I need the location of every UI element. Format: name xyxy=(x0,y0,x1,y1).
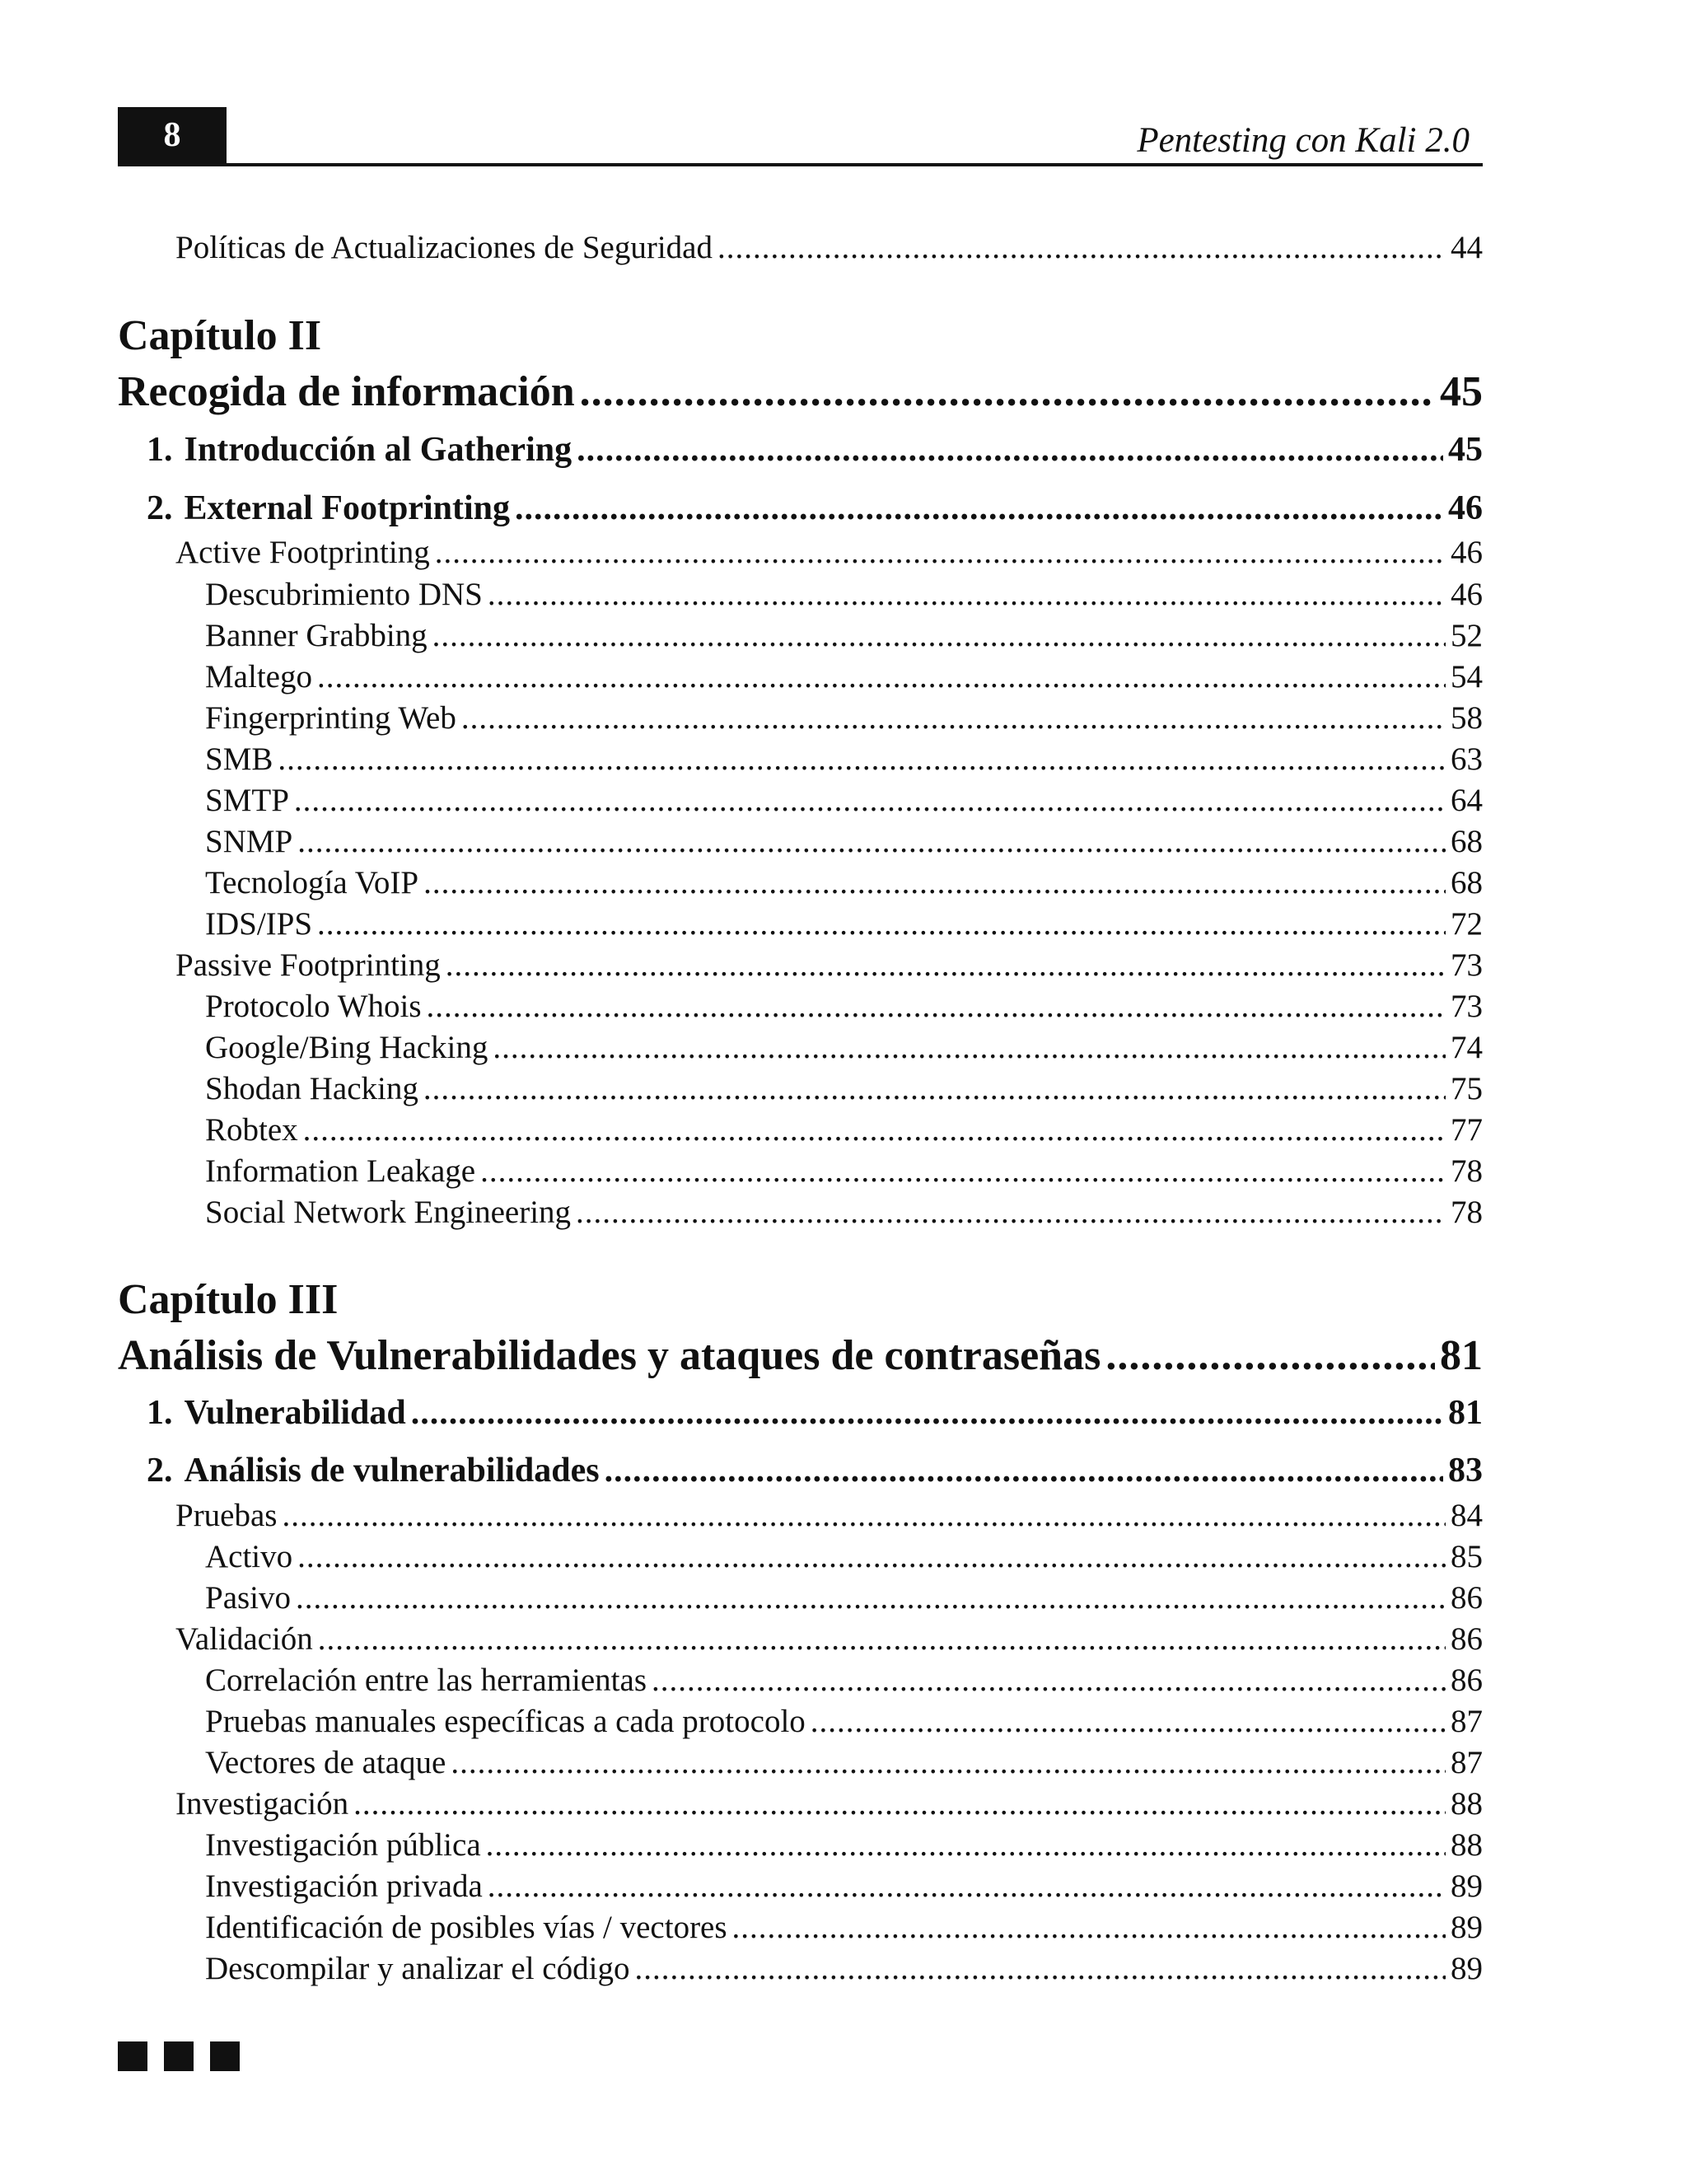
chapter-heading: Capítulo II xyxy=(118,312,322,359)
book-title: Pentesting con Kali 2.0 xyxy=(1137,121,1470,160)
toc-entry-page: 64 xyxy=(1451,783,1483,818)
toc-entry-label: Fingerprinting Web xyxy=(205,700,456,736)
toc-entry-page: 88 xyxy=(1451,1786,1483,1822)
toc-entry-label: Banner Grabbing xyxy=(205,618,428,653)
toc-entry[interactable] xyxy=(205,1826,1483,1864)
toc-entry[interactable] xyxy=(205,1579,1483,1616)
section-page: 83 xyxy=(1448,1452,1483,1490)
toc-entry-label: Pruebas manuales específicas a cada protocolo xyxy=(205,1704,806,1739)
chapter-title: Análisis de Vulnerabilidades y ataques de contraseñas xyxy=(118,1332,1101,1379)
footer-marks xyxy=(118,2041,240,2071)
toc-entry-page: 52 xyxy=(1451,618,1483,653)
toc-entry-page: 73 xyxy=(1451,947,1483,983)
page-header xyxy=(118,107,1483,166)
toc-entry-page: 89 xyxy=(1451,1910,1483,1945)
dot-leader xyxy=(432,617,1446,654)
toc-entry-page: 88 xyxy=(1451,1827,1483,1863)
chapter-page: 45 xyxy=(1440,368,1483,415)
dot-leader xyxy=(732,1909,1446,1946)
dot-leader xyxy=(297,823,1446,860)
dot-leader xyxy=(576,1194,1446,1231)
footer-square-icon xyxy=(164,2041,194,2071)
toc-entry-page: 44 xyxy=(1451,230,1483,265)
section-entry[interactable] xyxy=(147,1393,1483,1433)
toc-entry[interactable] xyxy=(175,1497,1483,1534)
toc-entry-page: 77 xyxy=(1451,1112,1483,1148)
toc-entry-page: 86 xyxy=(1451,1621,1483,1657)
toc-entry[interactable] xyxy=(175,229,1483,266)
toc-entry-label: SMTP xyxy=(205,783,289,818)
toc-entry-label: Activo xyxy=(205,1539,293,1574)
toc-entry-label: Information Leakage xyxy=(205,1153,476,1189)
section-entry[interactable] xyxy=(147,1451,1483,1490)
toc-entry[interactable] xyxy=(205,1070,1483,1107)
toc-entry-page: 54 xyxy=(1451,659,1483,694)
section-label: External Footprinting xyxy=(184,489,510,527)
dot-leader xyxy=(488,1868,1446,1905)
toc-entry[interactable] xyxy=(205,823,1483,860)
toc-entry-page: 87 xyxy=(1451,1745,1483,1780)
toc-entry-label: IDS/IPS xyxy=(205,906,313,942)
chapter-title: Recogida de información xyxy=(118,368,575,415)
toc-entry[interactable] xyxy=(175,947,1483,984)
dot-leader xyxy=(1105,1331,1435,1380)
toc-entry-label: Tecnología VoIP xyxy=(205,865,419,900)
dot-leader xyxy=(318,1620,1446,1658)
toc-entry[interactable] xyxy=(205,1194,1483,1231)
toc-entry-label: Google/Bing Hacking xyxy=(205,1030,488,1065)
dot-leader xyxy=(294,782,1446,819)
section-page: 45 xyxy=(1448,431,1483,469)
toc-entry[interactable] xyxy=(205,988,1483,1025)
dot-leader xyxy=(297,1538,1446,1575)
toc-entry-page: 68 xyxy=(1451,865,1483,900)
section-label: Análisis de vulnerabilidades xyxy=(184,1452,600,1490)
toc-entry[interactable] xyxy=(205,1950,1483,1987)
toc-entry-page: 78 xyxy=(1451,1195,1483,1230)
toc-entry[interactable] xyxy=(205,617,1483,654)
section-label: Vulnerabilidad xyxy=(184,1394,406,1432)
toc-entry-page: 78 xyxy=(1451,1153,1483,1189)
toc-entry-label: Identificación de posibles vías / vectores xyxy=(205,1910,727,1945)
toc-entry[interactable] xyxy=(205,658,1483,695)
dot-leader xyxy=(353,1785,1446,1822)
dot-leader xyxy=(811,1703,1446,1740)
toc-entry[interactable] xyxy=(175,534,1483,571)
toc-entry-label: Descompilar y analizar el código xyxy=(205,1951,630,1986)
section-label: Introducción al Gathering xyxy=(184,431,572,469)
toc-entry-page: 74 xyxy=(1451,1030,1483,1065)
toc-entry-page: 84 xyxy=(1451,1498,1483,1533)
toc-entry-label: Protocolo Whois xyxy=(205,989,422,1024)
dot-leader xyxy=(446,947,1446,984)
footer-square-icon xyxy=(210,2041,240,2071)
toc-entry-label: Pruebas xyxy=(175,1498,278,1533)
chapter-title-entry[interactable] xyxy=(118,367,1483,416)
dot-leader xyxy=(435,534,1446,571)
toc-entry[interactable] xyxy=(205,1029,1483,1066)
toc-entry-label: Passive Footprinting xyxy=(175,947,441,983)
toc-entry[interactable] xyxy=(175,1620,1483,1658)
chapter-heading: Capítulo III xyxy=(118,1276,339,1323)
toc-entry[interactable] xyxy=(205,1703,1483,1740)
toc-entry-page: 86 xyxy=(1451,1580,1483,1616)
dot-leader xyxy=(423,864,1446,901)
toc-entry-page: 87 xyxy=(1451,1704,1483,1739)
toc-entry[interactable] xyxy=(205,1153,1483,1190)
toc-entry-label: Políticas de Actualizaciones de Seguridad xyxy=(175,230,713,265)
toc-entry-label: Social Network Engineering xyxy=(205,1195,572,1230)
toc-entry-label: Correlación entre las herramientas xyxy=(205,1663,647,1698)
dot-leader xyxy=(652,1662,1446,1699)
section-number: 1. xyxy=(147,1394,173,1432)
section-number: 1. xyxy=(147,431,173,469)
dot-leader xyxy=(580,367,1435,416)
toc-entry[interactable] xyxy=(205,741,1483,778)
chapter-page: 81 xyxy=(1440,1332,1483,1379)
dot-leader xyxy=(461,699,1446,737)
toc-entry-label: Robtex xyxy=(205,1112,298,1148)
dot-leader xyxy=(451,1744,1446,1781)
toc-entry-page: 68 xyxy=(1451,824,1483,859)
toc-entry[interactable] xyxy=(205,1744,1483,1781)
toc-entry[interactable] xyxy=(205,576,1483,613)
toc-entry[interactable] xyxy=(205,782,1483,819)
toc-entry[interactable] xyxy=(205,1538,1483,1575)
dot-leader xyxy=(427,988,1446,1025)
toc-entry-page: 72 xyxy=(1451,906,1483,942)
dot-leader xyxy=(282,1497,1446,1534)
toc-entry-page: 46 xyxy=(1451,577,1483,612)
chapter-title-entry[interactable] xyxy=(118,1331,1483,1380)
dot-leader xyxy=(303,1111,1446,1148)
toc-entry[interactable] xyxy=(205,864,1483,901)
toc-entry-label: Investigación xyxy=(175,1786,349,1822)
section-page: 81 xyxy=(1448,1394,1483,1432)
toc-entry[interactable] xyxy=(205,1111,1483,1148)
section-number: 2. xyxy=(147,1452,173,1490)
toc-entry-label: Investigación privada xyxy=(205,1868,483,1904)
toc-entry-page: 89 xyxy=(1451,1951,1483,1986)
toc-entry-label: SNMP xyxy=(205,824,293,859)
dot-leader xyxy=(605,1451,1443,1490)
toc-entry[interactable] xyxy=(205,699,1483,737)
dot-leader xyxy=(278,741,1446,778)
toc-entry[interactable] xyxy=(175,1785,1483,1822)
toc-entry-label: Descubrimiento DNS xyxy=(205,577,483,612)
toc-entry-label: Active Footprinting xyxy=(175,535,430,570)
section-page: 46 xyxy=(1448,489,1483,527)
footer-square-icon xyxy=(118,2041,147,2071)
toc-entry-page: 63 xyxy=(1451,741,1483,777)
dot-leader xyxy=(634,1950,1446,1987)
dot-leader xyxy=(317,905,1446,942)
section-entry[interactable] xyxy=(147,489,1483,528)
toc-entry-label: Shodan Hacking xyxy=(205,1071,418,1106)
dot-leader xyxy=(488,576,1446,613)
toc-entry-page: 89 xyxy=(1451,1868,1483,1904)
toc-entry-page: 86 xyxy=(1451,1663,1483,1698)
dot-leader xyxy=(296,1579,1446,1616)
dot-leader xyxy=(486,1826,1446,1864)
section-number: 2. xyxy=(147,489,173,527)
page-number: 8 xyxy=(118,107,227,163)
toc-entry-label: Investigación pública xyxy=(205,1827,481,1863)
toc-entry-label: Validación xyxy=(175,1621,313,1657)
toc-entry-page: 58 xyxy=(1451,700,1483,736)
toc-entry[interactable] xyxy=(205,905,1483,942)
dot-leader xyxy=(493,1029,1446,1066)
toc-entry[interactable] xyxy=(205,1662,1483,1699)
dot-leader xyxy=(717,229,1446,266)
section-entry[interactable] xyxy=(147,430,1483,470)
dot-leader xyxy=(423,1070,1446,1107)
toc-entry-page: 46 xyxy=(1451,535,1483,570)
dot-leader xyxy=(480,1153,1446,1190)
dot-leader xyxy=(317,658,1446,695)
toc-entry[interactable] xyxy=(205,1909,1483,1946)
toc-entry-label: SMB xyxy=(205,741,273,777)
toc-entry-page: 85 xyxy=(1451,1539,1483,1574)
toc-entry-label: Maltego xyxy=(205,659,312,694)
dot-leader xyxy=(577,430,1443,470)
toc-entry-page: 75 xyxy=(1451,1071,1483,1106)
dot-leader xyxy=(515,489,1443,528)
dot-leader xyxy=(411,1393,1443,1433)
toc-entry-page: 73 xyxy=(1451,989,1483,1024)
toc-entry-label: Vectores de ataque xyxy=(205,1745,446,1780)
toc-entry-label: Pasivo xyxy=(205,1580,292,1616)
toc-entry[interactable] xyxy=(205,1868,1483,1905)
